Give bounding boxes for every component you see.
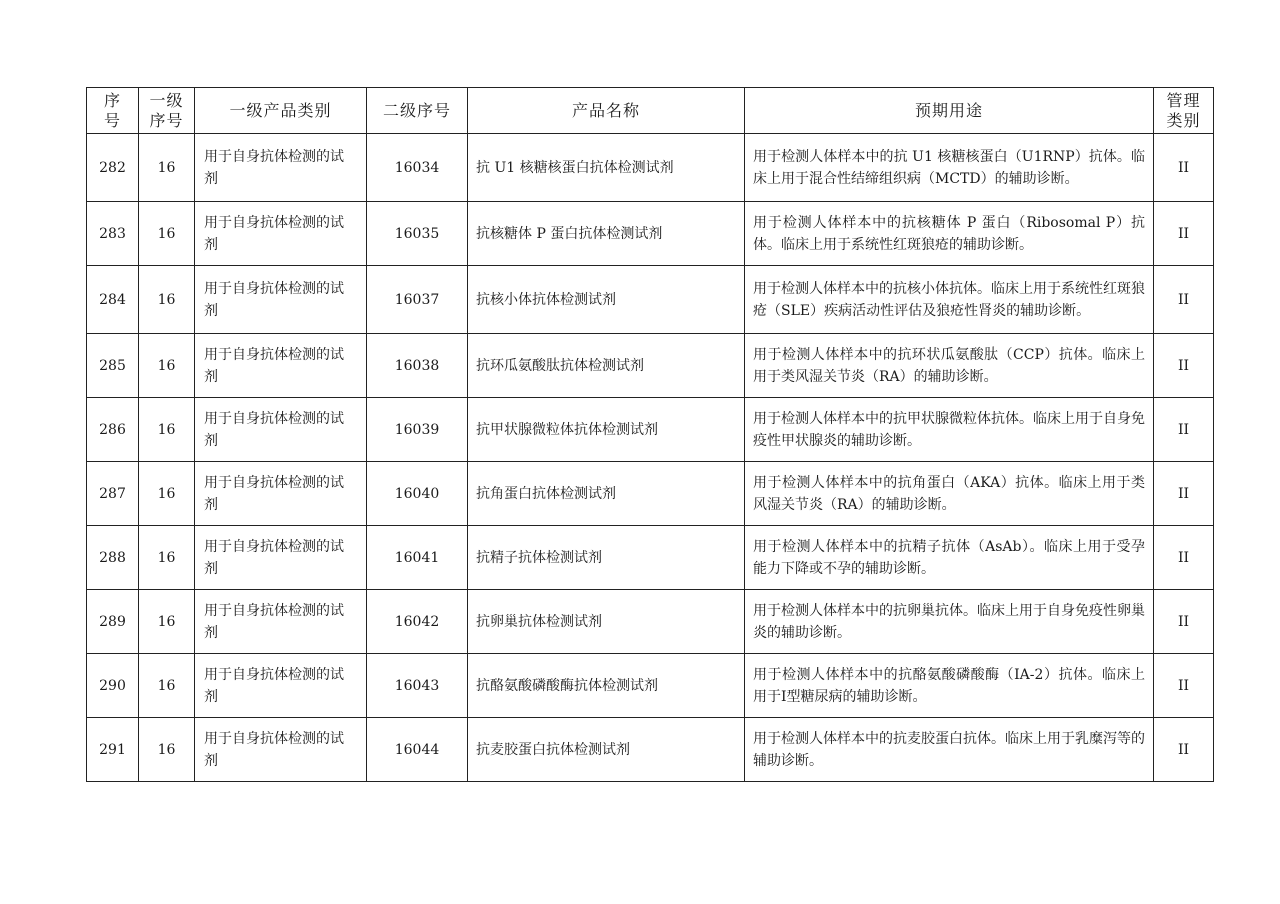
cell-mgmt-class: II xyxy=(1154,718,1214,782)
cell-seq: 286 xyxy=(87,398,139,462)
cell-level2-seq: 16043 xyxy=(367,654,468,718)
cell-product-name: 抗甲状腺微粒体抗体检测试剂 xyxy=(468,398,745,462)
table-row xyxy=(87,526,1214,590)
header-product-name: 产品名称 xyxy=(468,88,745,134)
cell-mgmt-class: II xyxy=(1154,202,1214,266)
cell-category: 用于自身抗体检测的试剂 xyxy=(195,590,367,654)
cell-product-name: 抗卵巢抗体检测试剂 xyxy=(468,590,745,654)
cell-level2-seq: 16035 xyxy=(367,202,468,266)
cell-level2-seq: 16039 xyxy=(367,398,468,462)
cell-intended-use: 用于检测人体样本中的抗 U1 核糖核蛋白（U1RNP）抗体。临床上用于混合性结缔组织病（MCTD）的辅助诊断。 xyxy=(745,134,1154,202)
table-row xyxy=(87,334,1214,398)
cell-mgmt-class: II xyxy=(1154,590,1214,654)
cell-product-name: 抗麦胶蛋白抗体检测试剂 xyxy=(468,718,745,782)
cell-level2-seq: 16040 xyxy=(367,462,468,526)
header-row xyxy=(87,88,1214,134)
header-level1-category: 一级产品类别 xyxy=(195,88,367,134)
cell-category: 用于自身抗体检测的试剂 xyxy=(195,134,367,202)
header-intended-use: 预期用途 xyxy=(745,88,1154,134)
cell-mgmt-class: II xyxy=(1154,266,1214,334)
cell-category: 用于自身抗体检测的试剂 xyxy=(195,398,367,462)
cell-seq: 291 xyxy=(87,718,139,782)
cell-level1-seq: 16 xyxy=(139,654,195,718)
table-row xyxy=(87,462,1214,526)
cell-mgmt-class: II xyxy=(1154,654,1214,718)
cell-level1-seq: 16 xyxy=(139,334,195,398)
cell-category: 用于自身抗体检测的试剂 xyxy=(195,462,367,526)
cell-seq: 287 xyxy=(87,462,139,526)
cell-seq: 288 xyxy=(87,526,139,590)
table-row xyxy=(87,590,1214,654)
cell-product-name: 抗精子抗体检测试剂 xyxy=(468,526,745,590)
cell-mgmt-class: II xyxy=(1154,526,1214,590)
cell-category: 用于自身抗体检测的试剂 xyxy=(195,718,367,782)
cell-category: 用于自身抗体检测的试剂 xyxy=(195,654,367,718)
cell-product-name: 抗核糖体 P 蛋白抗体检测试剂 xyxy=(468,202,745,266)
header-mgmt-class: 管理 类别 xyxy=(1154,88,1214,134)
cell-level1-seq: 16 xyxy=(139,398,195,462)
cell-seq: 283 xyxy=(87,202,139,266)
header-seq: 序 号 xyxy=(87,88,139,134)
cell-level2-seq: 16042 xyxy=(367,590,468,654)
cell-level2-seq: 16037 xyxy=(367,266,468,334)
cell-seq: 284 xyxy=(87,266,139,334)
cell-intended-use: 用于检测人体样本中的抗酪氨酸磷酸酶（IA-2）抗体。临床上用于I型糖尿病的辅助诊断。 xyxy=(745,654,1154,718)
cell-intended-use: 用于检测人体样本中的抗环状瓜氨酸肽（CCP）抗体。临床上用于类风湿关节炎（RA）的辅助诊断。 xyxy=(745,334,1154,398)
table-row xyxy=(87,654,1214,718)
cell-seq: 290 xyxy=(87,654,139,718)
cell-product-name: 抗 U1 核糖核蛋白抗体检测试剂 xyxy=(468,134,745,202)
cell-level1-seq: 16 xyxy=(139,202,195,266)
table-row xyxy=(87,202,1214,266)
cell-seq: 282 xyxy=(87,134,139,202)
cell-intended-use: 用于检测人体样本中的抗甲状腺微粒体抗体。临床上用于自身免疫性甲状腺炎的辅助诊断。 xyxy=(745,398,1154,462)
cell-level2-seq: 16041 xyxy=(367,526,468,590)
cell-level1-seq: 16 xyxy=(139,718,195,782)
table-row xyxy=(87,398,1214,462)
header-level2-seq: 二级序号 xyxy=(367,88,468,134)
cell-category: 用于自身抗体检测的试剂 xyxy=(195,526,367,590)
cell-level2-seq: 16044 xyxy=(367,718,468,782)
cell-level1-seq: 16 xyxy=(139,462,195,526)
cell-product-name: 抗环瓜氨酸肽抗体检测试剂 xyxy=(468,334,745,398)
cell-level1-seq: 16 xyxy=(139,134,195,202)
cell-intended-use: 用于检测人体样本中的抗核小体抗体。临床上用于系统性红斑狼疮（SLE）疾病活动性评估及狼疮性肾炎的辅助诊断。 xyxy=(745,266,1154,334)
cell-intended-use: 用于检测人体样本中的抗麦胶蛋白抗体。临床上用于乳糜泻等的辅助诊断。 xyxy=(745,718,1154,782)
header-level1-seq: 一级 序号 xyxy=(139,88,195,134)
cell-seq: 289 xyxy=(87,590,139,654)
cell-intended-use: 用于检测人体样本中的抗核糖体 P 蛋白（Ribosomal P）抗体。临床上用于系统性红斑狼疮的辅助诊断。 xyxy=(745,202,1154,266)
cell-intended-use: 用于检测人体样本中的抗卵巢抗体。临床上用于自身免疫性卵巢炎的辅助诊断。 xyxy=(745,590,1154,654)
cell-intended-use: 用于检测人体样本中的抗角蛋白（AKA）抗体。临床上用于类风湿关节炎（RA）的辅助诊断。 xyxy=(745,462,1154,526)
cell-level1-seq: 16 xyxy=(139,266,195,334)
cell-seq: 285 xyxy=(87,334,139,398)
cell-mgmt-class: II xyxy=(1154,134,1214,202)
cell-level1-seq: 16 xyxy=(139,526,195,590)
table-row xyxy=(87,134,1214,202)
table-row xyxy=(87,266,1214,334)
cell-level1-seq: 16 xyxy=(139,590,195,654)
cell-mgmt-class: II xyxy=(1154,398,1214,462)
cell-mgmt-class: II xyxy=(1154,462,1214,526)
cell-category: 用于自身抗体检测的试剂 xyxy=(195,202,367,266)
cell-mgmt-class: II xyxy=(1154,334,1214,398)
cell-product-name: 抗角蛋白抗体检测试剂 xyxy=(468,462,745,526)
cell-level2-seq: 16038 xyxy=(367,334,468,398)
table-row xyxy=(87,718,1214,782)
cell-level2-seq: 16034 xyxy=(367,134,468,202)
cell-intended-use: 用于检测人体样本中的抗精子抗体（AsAb）。临床上用于受孕能力下降或不孕的辅助诊断。 xyxy=(745,526,1154,590)
cell-category: 用于自身抗体检测的试剂 xyxy=(195,266,367,334)
cell-category: 用于自身抗体检测的试剂 xyxy=(195,334,367,398)
cell-product-name: 抗核小体抗体检测试剂 xyxy=(468,266,745,334)
product-table xyxy=(86,87,1214,782)
cell-product-name: 抗酪氨酸磷酸酶抗体检测试剂 xyxy=(468,654,745,718)
